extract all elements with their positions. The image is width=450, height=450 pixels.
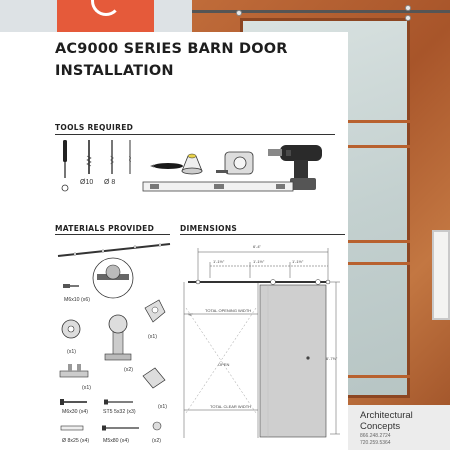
anchor-label: Ø 8x25 (x4): [62, 438, 90, 444]
screw-st5-icon: [104, 400, 133, 405]
cap-count-label: (x2): [152, 438, 161, 444]
drill-bit-icon: [129, 140, 131, 174]
pencil-icon: [150, 163, 183, 169]
company-phone-1: 866.248.2724: [360, 433, 391, 439]
tape-measure-icon: [216, 152, 253, 174]
brand-logo-mark: [91, 0, 121, 16]
tools-section-rule: [55, 134, 335, 135]
anchor-icon: [61, 426, 83, 430]
screwdriver-icon: [62, 140, 68, 191]
barn-door-rail: [192, 10, 450, 13]
title-line-1: AC9000 SERIES BARN DOOR: [55, 41, 288, 57]
chalk-line-icon: [182, 154, 202, 174]
clip-count-label: (x1): [158, 404, 167, 410]
gap-label: ⅝": [188, 312, 193, 317]
spirit-level-icon: [143, 182, 293, 191]
bracket-count-label: (x1): [148, 334, 157, 340]
roller-count-label: (x2): [124, 367, 133, 373]
door-panel-drawing: [260, 285, 326, 437]
company-info: [348, 405, 450, 450]
dimensions-section-heading: DIMENSIONS: [180, 224, 238, 233]
end-cap-icon: [153, 422, 161, 430]
bolt-m5x80-label: M5x80 (x4): [103, 438, 129, 444]
rail-screw: [405, 15, 411, 21]
floor-guide-icon: [60, 364, 88, 377]
document-title: [55, 38, 345, 82]
dimensions-drawing: [178, 238, 346, 448]
opening-center-label: OPEN: [218, 362, 230, 367]
background-window: [432, 230, 450, 320]
rail-screw: [236, 10, 242, 16]
opening-width-label: TOTAL OPENING WIDTH: [205, 308, 252, 313]
segment-1-label: 1'-1½": [213, 259, 225, 264]
materials-section-rule: [55, 234, 170, 235]
bolt-m5x80-icon: [102, 426, 139, 431]
segment-3-label: 1'-1½": [292, 259, 304, 264]
stopper-disc-icon: [62, 320, 80, 338]
screw-m6x30-icon: [60, 399, 87, 405]
hanger-roller-icon: [105, 315, 131, 360]
tools-section-heading: TOOLS REQUIRED: [55, 123, 134, 132]
company-phone-2: 720.259.5364: [360, 440, 391, 446]
drill-bit-10-label: Ø10: [80, 179, 94, 186]
title-line-2: INSTALLATION: [55, 63, 174, 79]
drill-bit-8-icon: [111, 140, 114, 174]
drill-bit-8-label: Ø 8: [104, 179, 116, 186]
disc-count-label: (x1): [67, 349, 76, 355]
materials-section-heading: MATERIALS PROVIDED: [55, 224, 155, 233]
guide-count-label: (x1): [82, 385, 91, 391]
company-name: Architectural Concepts: [360, 410, 413, 432]
rail-screw: [405, 5, 411, 11]
brand-logo: [57, 0, 154, 32]
segment-2-label: 1'-1½": [253, 259, 265, 264]
overall-width-label: 6'-4": [253, 244, 261, 249]
dimensions-section-rule: [180, 234, 345, 235]
bolt-m6x10-label: M6x10 (x6): [64, 297, 90, 303]
door-height-label: 6'-7⅝": [326, 356, 338, 361]
clip-icon: [143, 368, 165, 388]
tools-illustration: [50, 136, 340, 208]
track-rail-icon: [58, 244, 170, 256]
wall-bracket-icon: [145, 300, 165, 322]
screw-st5-label: ST5 5x32 (x3): [103, 409, 136, 415]
zoom-detail-icon: [93, 258, 133, 298]
clear-width-label: TOTAL CLEAR WIDTH: [210, 404, 252, 409]
bolt-icon: [63, 284, 79, 288]
drill-bit-10-icon: [87, 140, 91, 174]
materials-illustration: [55, 236, 173, 450]
screw-m6x30-label: M6x30 (x4): [62, 409, 88, 415]
